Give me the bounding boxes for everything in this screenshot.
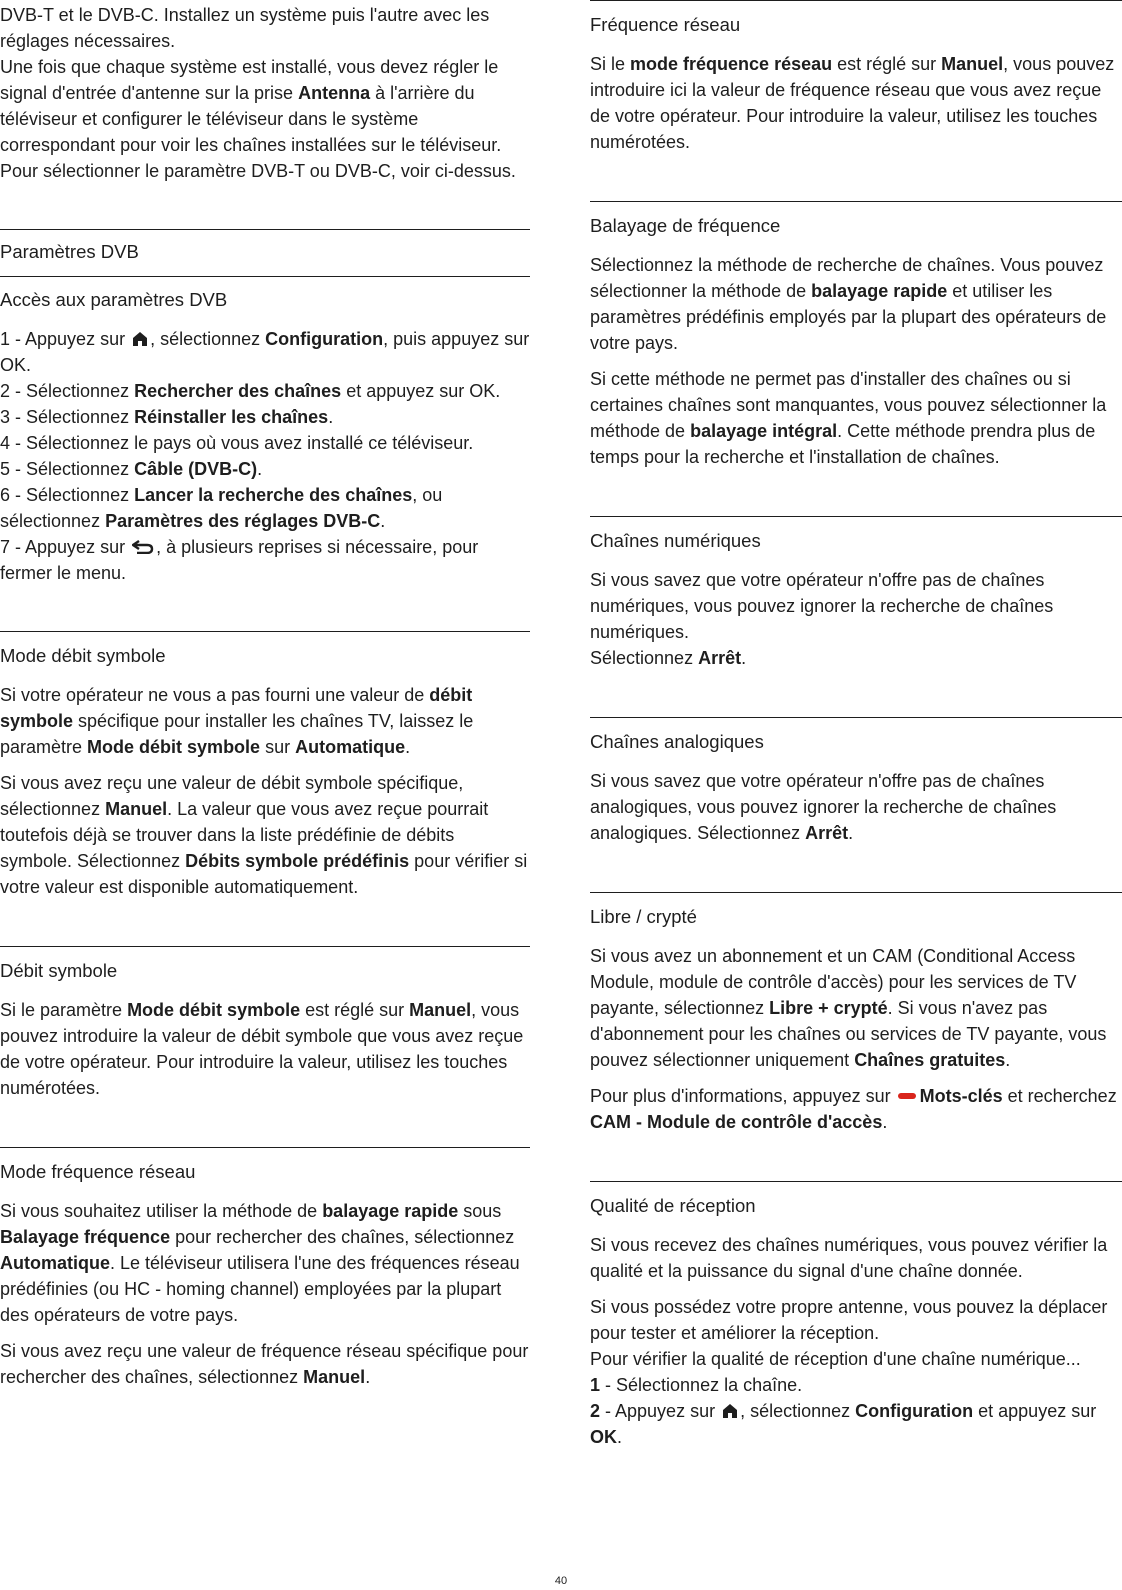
- step-5: 5 - Sélectionnez Câble (DVB-C).: [0, 459, 263, 479]
- step-4: 4 - Sélectionnez le pays où vous avez installé ce téléviseur.: [0, 433, 474, 453]
- paragraph: Si vous souhaitez utiliser la méthode de balayage rapide sous Balayage fréquence pour rechercher des chaînes, sélectionnez Automatique. Le téléviseur utilisera l'une des fréquences réseau prédéfinies (ou HC - homing channel) employées par la plupart des opérateurs de votre pays.: [0, 1201, 520, 1325]
- step-6: 6 - Sélectionnez Lancer la recherche des chaînes, ou sélectionnez Paramètres des réglages DVB-C.: [0, 485, 443, 531]
- subsection-title: Libre / crypté: [590, 906, 697, 927]
- paragraph: Si votre opérateur ne vous a pas fourni une valeur de débit symbole spécifique pour installer les chaînes TV, laissez le paramètre Mode débit symbole sur Automatique.: [0, 685, 474, 757]
- paragraph: Si vous avez un abonnement et un CAM (Conditional Access Module, module de contrôle d'accès) pour les services de TV payante, sélectionnez Libre + crypté. Si vous n'avez pas d'abonnement pour les chaînes ou services de TV payante, vous pouvez sélectionner uniquement Chaînes gratuites.: [590, 946, 1107, 1070]
- section-mode-frequence-reseau: [0, 1147, 530, 1390]
- back-icon: [132, 535, 154, 549]
- subsection-title: Accès aux paramètres DVB: [0, 289, 228, 310]
- intro-block: [0, 2, 530, 184]
- paragraph: Pour plus d'informations, appuyez sur Mots-clés et recherchez CAM - Module de contrôle d'accès.: [590, 1086, 1117, 1132]
- paragraph: Si vous avez reçu une valeur de débit symbole spécifique, sélectionnez Manuel. La valeur que vous avez reçue pourrait toutefois déjà se trouver dans la liste prédéfinie de débits symbole. Sélectionnez Débits symbole prédéfinis pour vérifier si votre valeur est disponible automatiquement.: [0, 773, 528, 897]
- paragraph: Si cette méthode ne permet pas d'installer des chaînes ou si certaines chaînes sont manquantes, vous pouvez sélectionner la méthode de balayage intégral. Cette méthode prendra plus de temps pour la recherche et l'installation de chaînes.: [590, 369, 1107, 467]
- section-dvb: [0, 229, 530, 586]
- home-icon: [722, 1400, 738, 1416]
- section-debit-symbole: [0, 946, 530, 1101]
- red-key-icon: [898, 1093, 916, 1099]
- subsection-title: Débit symbole: [0, 960, 118, 981]
- paragraph: Si vous savez que votre opérateur n'offre pas de chaînes analogiques, vous pouvez ignorer la recherche de chaînes analogiques. Sélectionnez Arrêt.: [590, 771, 1057, 843]
- right-column: [590, 0, 1122, 1450]
- section-frequence-reseau: [590, 0, 1122, 155]
- paragraph: Si le paramètre Mode débit symbole est réglé sur Manuel, vous pouvez introduire la valeur de débit symbole que vous avez reçue de votre opérateur. Pour introduire la valeur, utilisez les touches numérotées.: [0, 1000, 524, 1098]
- page-number: 40: [554, 1575, 568, 1587]
- section-balayage-frequence: [590, 201, 1122, 470]
- paragraph: Sélectionnez Arrêt.: [590, 648, 747, 668]
- subsection-title: Balayage de fréquence: [590, 215, 781, 236]
- section-qualite-reception: [590, 1181, 1122, 1450]
- intro-line-1: DVB-T et le DVB-C. Installez un système puis l'autre avec les réglages nécessaires.: [0, 5, 490, 51]
- paragraph: Pour vérifier la qualité de réception d'une chaîne numérique...: [590, 1349, 1081, 1369]
- subsection-title: Chaînes numériques: [590, 530, 761, 551]
- paragraph: Si le mode fréquence réseau est réglé sur Manuel, vous pouvez introduire ici la valeur de fréquence réseau que vous avez reçue de votre opérateur. Pour introduire la valeur, utilisez les touches numérotées.: [590, 54, 1115, 152]
- intro-line-2: Une fois que chaque système est installé, vous devez régler le signal d'entrée d'antenne sur la prise Antenna à l'arrière du téléviseur et configurer le téléviseur dans le système correspondant pour voir les chaînes installées sur le téléviseur.: [0, 57, 502, 155]
- section-mode-debit-symbole: [0, 631, 530, 900]
- paragraph: Sélectionnez la méthode de recherche de chaînes. Vous pouvez sélectionner la méthode de balayage rapide et utiliser les paramètres prédéfinis employés par la plupart des opérateurs de votre pays.: [590, 255, 1107, 353]
- step-2: 2 - Sélectionnez Rechercher des chaînes et appuyez sur OK.: [0, 381, 501, 401]
- subsection-title: Fréquence réseau: [590, 14, 741, 35]
- step-1: 1 - Appuyez sur , sélectionnez Configuration, puis appuyez sur OK.: [0, 329, 530, 375]
- step-7: 7 - Appuyez sur , à plusieurs reprises si nécessaire, pour fermer le menu.: [0, 537, 479, 583]
- paragraph: Si vous possédez votre propre antenne, vous pouvez la déplacer pour tester et améliorer la réception.: [590, 1297, 1108, 1343]
- left-column: [0, 0, 530, 1390]
- step-1: 1 - Sélectionnez la chaîne.: [590, 1375, 803, 1395]
- subsection-title: Mode fréquence réseau: [0, 1161, 196, 1182]
- paragraph: Si vous recevez des chaînes numériques, vous pouvez vérifier la qualité et la puissance du signal d'une chaîne donnée.: [590, 1235, 1108, 1281]
- paragraph: Si vous avez reçu une valeur de fréquence réseau spécifique pour rechercher des chaînes, sélectionnez Manuel.: [0, 1341, 529, 1387]
- step-3: 3 - Sélectionnez Réinstaller les chaînes.: [0, 407, 334, 427]
- section-chaines-analogiques: [590, 717, 1122, 846]
- subsection-title: Qualité de réception: [590, 1195, 756, 1216]
- section-title: Paramètres DVB: [0, 241, 139, 262]
- subsection-title: Mode débit symbole: [0, 645, 166, 666]
- intro-line-3: Pour sélectionner le paramètre DVB-T ou DVB-C, voir ci-dessus.: [0, 161, 516, 181]
- section-libre-crypte: [590, 892, 1122, 1135]
- section-chaines-numeriques: [590, 516, 1122, 671]
- subsection-title: Chaînes analogiques: [590, 731, 764, 752]
- paragraph: Si vous savez que votre opérateur n'offre pas de chaînes numériques, vous pouvez ignorer la recherche de chaînes numériques.: [590, 570, 1054, 642]
- home-icon: [132, 328, 148, 344]
- step-2: 2 - Appuyez sur , sélectionnez Configuration et appuyez sur OK.: [590, 1401, 1097, 1447]
